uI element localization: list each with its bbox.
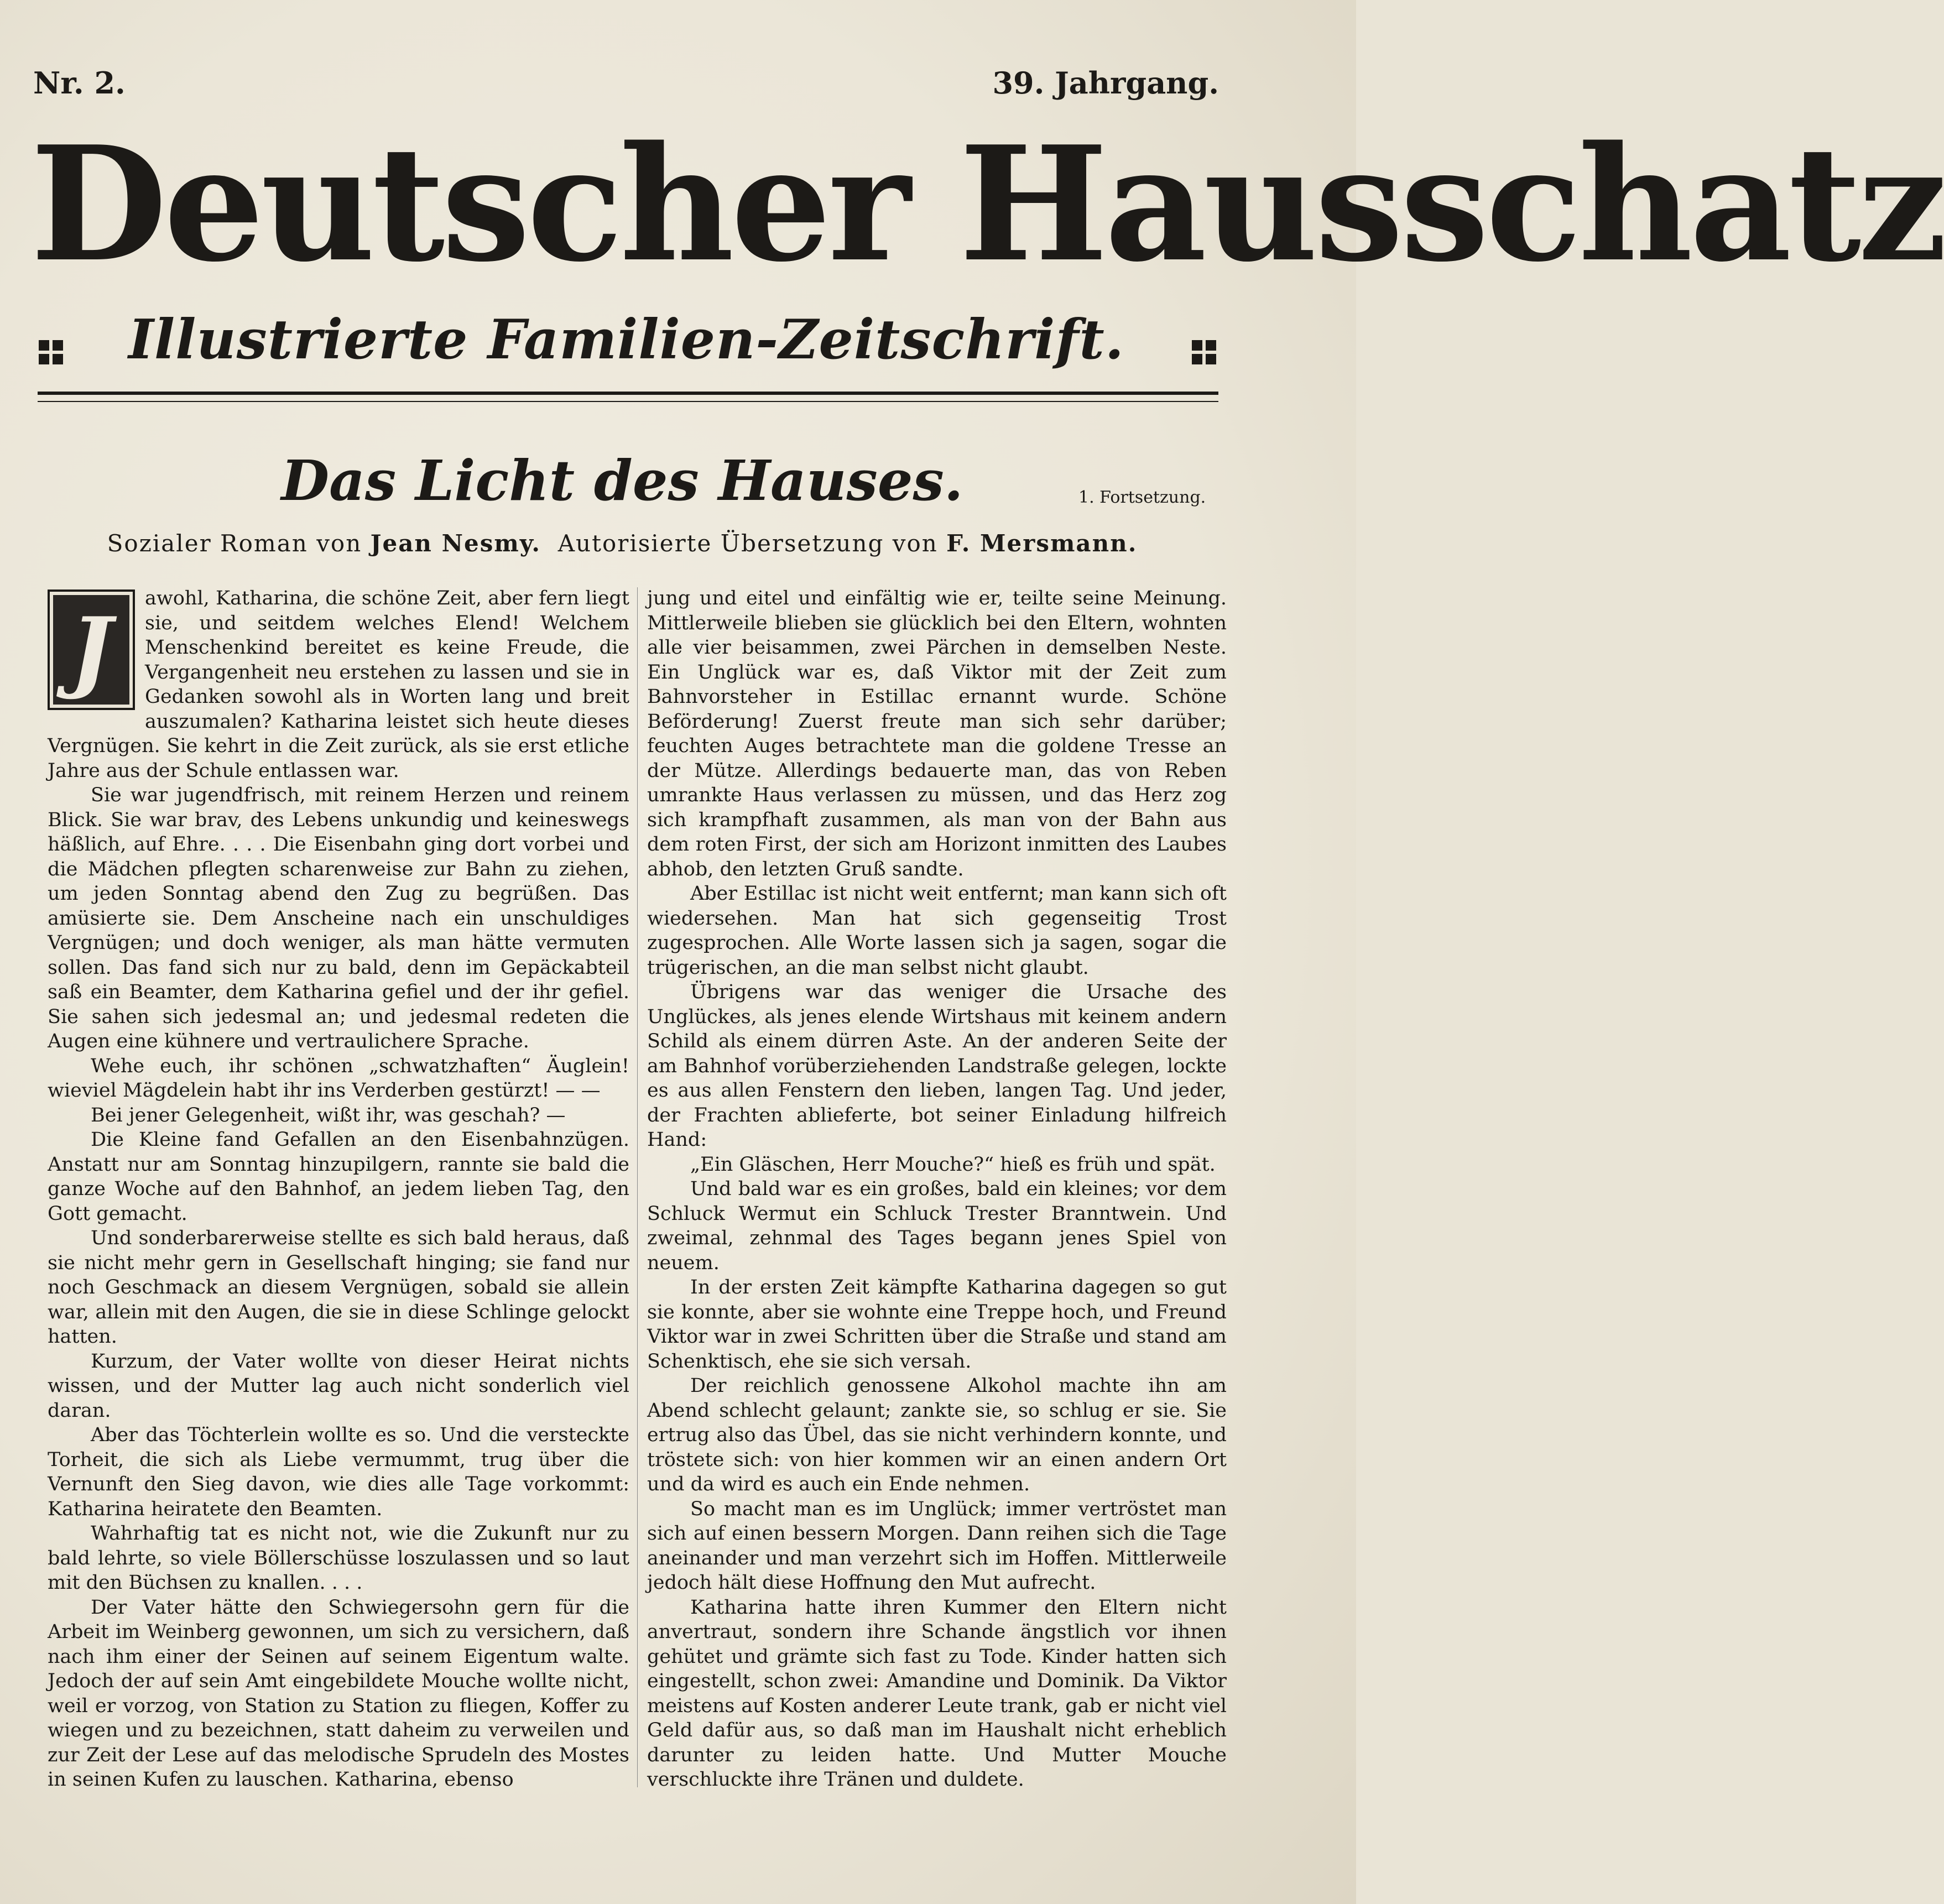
text-column-left bbox=[48, 586, 629, 1792]
paragraph: Und bald war es ein großes, bald ein kleines; vor dem Schluck Wermut ein Schluck Trester Branntwein. Und zweimal, zehnmal des Tages begann jenes Spiel von neuem. bbox=[647, 1178, 1227, 1274]
paragraph: jung und eitel und einfältig wie er, teilte seine Meinung. Mittlerweile blieben sie glücklich bei den Eltern, wohnten alle vier beisammen, zwei Pärchen in demselben Neste. Ein Unglück war es, daß Viktor mit der Zeit zum Bahnvorsteher in Estillac ernannt wurde. Schöne Beförderung! Zuerst freute man sich sehr darüber; feuchten Auges betrachtete man die goldene Tresse an der Mütze. Allerdings bedauerte man, das von Reben umrankte Haus verlassen zu müssen, und das Herz zog sich krampfhaft zusammen, als man von der Bahn aus dem roten First, der sich am Horizont inmitten des Laubes abhob, den letzten Gruß sandte. bbox=[647, 587, 1227, 880]
masthead-title: Deutscher Hausschatz bbox=[30, 112, 1944, 297]
paragraph: Wahrhaftig tat es nicht not, wie die Zukunft nur zu bald lehrte, so viele Böllerschüsse loszulassen und so laut mit den Büchsen zu knallen. . . . bbox=[48, 1522, 629, 1594]
paragraph: Bei jener Gelegenheit, wißt ihr, was geschah? — bbox=[91, 1104, 566, 1126]
volume-number: 39. Jahrgang. bbox=[992, 65, 1219, 101]
paragraph: Und sonderbarerweise stellte es sich bald heraus, daß sie nicht mehr gern in Gesellschaft hinging; sie fand nur noch Geschmack an diesem Vergnügen, sobald sie allein war, allein mit den Augen, die sie in diese Schlinge gelockt hatten. bbox=[48, 1227, 629, 1348]
translator-name: F. Mersmann. bbox=[946, 530, 1138, 557]
paragraph: Der reichlich genossene Alkohol machte ihn am Abend schlecht gelaunt; zankte sie, so schlug er sie. Sie ertrug also das Übel, das sie nicht verhindern konnte, und tröstete sich: von hier kommen wir an einen andern Ort und da wird es auch ein Ende nehmen. bbox=[647, 1375, 1227, 1495]
text-column-right bbox=[647, 586, 1227, 1792]
paragraph: Aber Estillac ist nicht weit entfernt; man kann sich oft wiedersehen. Man hat sich gegenseitig Trost zugesprochen. Alle Worte lassen sich ja sagen, sogar die trügerischen, an die man selbst nicht glaubt. bbox=[647, 883, 1227, 979]
paragraph: Kurzum, der Vater wollte von dieser Heirat nichts wissen, und der Mutter lag auch nicht sonderlich viel daran. bbox=[48, 1350, 629, 1422]
translation-note: Autorisierte Übersetzung von bbox=[557, 530, 938, 557]
dropcap-letter: J bbox=[48, 590, 135, 710]
paragraph: Übrigens war das weniger die Ursache des Unglückes, als jenes elende Wirtshaus mit keinem andern Schild als einem dürren Aste. An der anderen Seite der am Bahnhof vorüberziehenden Landstraße gelegen, lockte es aus allen Fenstern den lieben, langen Tag. Und jeder, der Frachten ablieferte, bot seiner Einladung hilfreich Hand: bbox=[647, 981, 1227, 1151]
paragraph-text: awohl, Katharina, die schöne Zeit, aber fern liegt sie, und seitdem welches Elend! Welchem Menschenkind bereitet es keine Freude, die Vergangenheit neu erstehen zu lassen und sie in Gedanken sowohl als in Worten lang und breit auszumalen? Katharina leistet sich heute dieses Vergnügen. Sie kehrt in die Zeit zurück, als sie erst etliche Jahre aus der Schule entlassen war. bbox=[48, 587, 629, 782]
byline bbox=[0, 530, 1244, 557]
byline-prefix: Sozialer Roman von bbox=[107, 530, 362, 557]
paragraph: Wehe euch, ihr schönen „schwatzhaften“ Äuglein! wieviel Mägdelein habt ihr ins Verderben gestürzt! — — bbox=[48, 1055, 629, 1102]
paragraph: Die Kleine fand Gefallen an den Eisenbahnzügen. Anstatt nur am Sonntag hinzupilgern, rannte sie bald die ganze Woche auf den Bahnhof, an jedem lieben Tag, den Gott gemacht. bbox=[48, 1129, 629, 1225]
paragraph: Der Vater hätte den Schwiegersohn gern für die Arbeit im Weinberg gewonnen, um sich zu versichern, daß nach ihm einer der Seinen auf seinem Eigentum walte. Jedoch der auf sein Amt eingebildete Mouche wollte nicht, weil er vorzog, von Station zu Station zu fliegen, Koffer zu wiegen und zu bezeichnen, statt daheim zu verweilen und zur Zeit der Lese auf das melodische Sprudeln des Mostes in seinen Kufen zu lauschen. Katharina, ebenso bbox=[48, 1596, 629, 1791]
masthead-subtitle: Illustrierte Familien-Zeitschrift. bbox=[128, 308, 1124, 372]
continuation-note: 1. Fortsetzung. bbox=[1078, 488, 1206, 507]
column-divider bbox=[637, 587, 638, 1787]
header-rule bbox=[38, 392, 1218, 395]
paragraph: So macht man es im Unglück; immer vertröstet man sich auf einen bessern Morgen. Dann reihen sich die Tage aneinander und man verzehrt sich im Hoffen. Mittlerweile jedoch hält diese Hoffnung den Mut aufrecht. bbox=[647, 1498, 1227, 1594]
paragraph bbox=[48, 586, 629, 783]
paragraph: Sie war jugendfrisch, mit reinem Herzen und reinem Blick. Sie war brav, des Lebens unkundig und keineswegs häßlich, auf Ehre. . . . Die Eisenbahn ging dort vorbei und die Mädchen pflegten scharenweise zur Bahn zu ziehen, um jeden Sonntag abend den Zug zu begrüßen. Das amüsierte sie. Dem Anscheine nach ein unschuldiges Vergnügen; und doch weniger, als man hätte vermuten sollen. Das fand sich nur zu bald, denn im Gepäckabteil saß ein Beamter, dem Katharina gefiel und der ihr gefiel. Sie sahen sich jedesmal an; und jedesmal redeten die Augen eine kühnere und vertraulichere Sprache. bbox=[48, 784, 629, 1052]
ornament-squares-icon bbox=[1192, 340, 1216, 364]
header-rule-thin bbox=[38, 401, 1218, 402]
paragraph: In der ersten Zeit kämpfte Katharina dagegen so gut sie konnte, aber sie wohnte eine Treppe hoch, und Freund Viktor war in zwei Schritten über die Straße und stand am Schenktisch, ehe sie sich versah. bbox=[647, 1276, 1227, 1373]
paragraph: Aber das Töchterlein wollte es so. Und die versteckte Torheit, die sich als Liebe vermummt, trug über die Vernunft den Sieg davon, wie dies alle Tage vorkommt: Katharina heiratete den Beamten. bbox=[48, 1424, 629, 1520]
author-name: Jean Nesmy. bbox=[370, 530, 541, 557]
article-title: Das Licht des Hauses. bbox=[281, 448, 963, 513]
paragraph: Katharina hatte ihren Kummer den Eltern nicht anvertraut, sondern ihre Schande ängstlich vor ihnen gehütet und grämte sich fast zu Tode. Kinder hatten sich eingestellt, schon zwei: Amandine und Dominik. Da Viktor meistens auf Kosten anderer Leute trank, gab er nicht viel Geld dafür aus, so daß man im Haushalt nicht erheblich darunter zu leiden hatte. Und Mutter Mouche verschluckte ihre Tränen und duldete. bbox=[647, 1596, 1227, 1791]
paragraph: „Ein Gläschen, Herr Mouche?“ hieß es früh und spät. bbox=[690, 1153, 1216, 1176]
issue-number: Nr. 2. bbox=[33, 65, 126, 101]
